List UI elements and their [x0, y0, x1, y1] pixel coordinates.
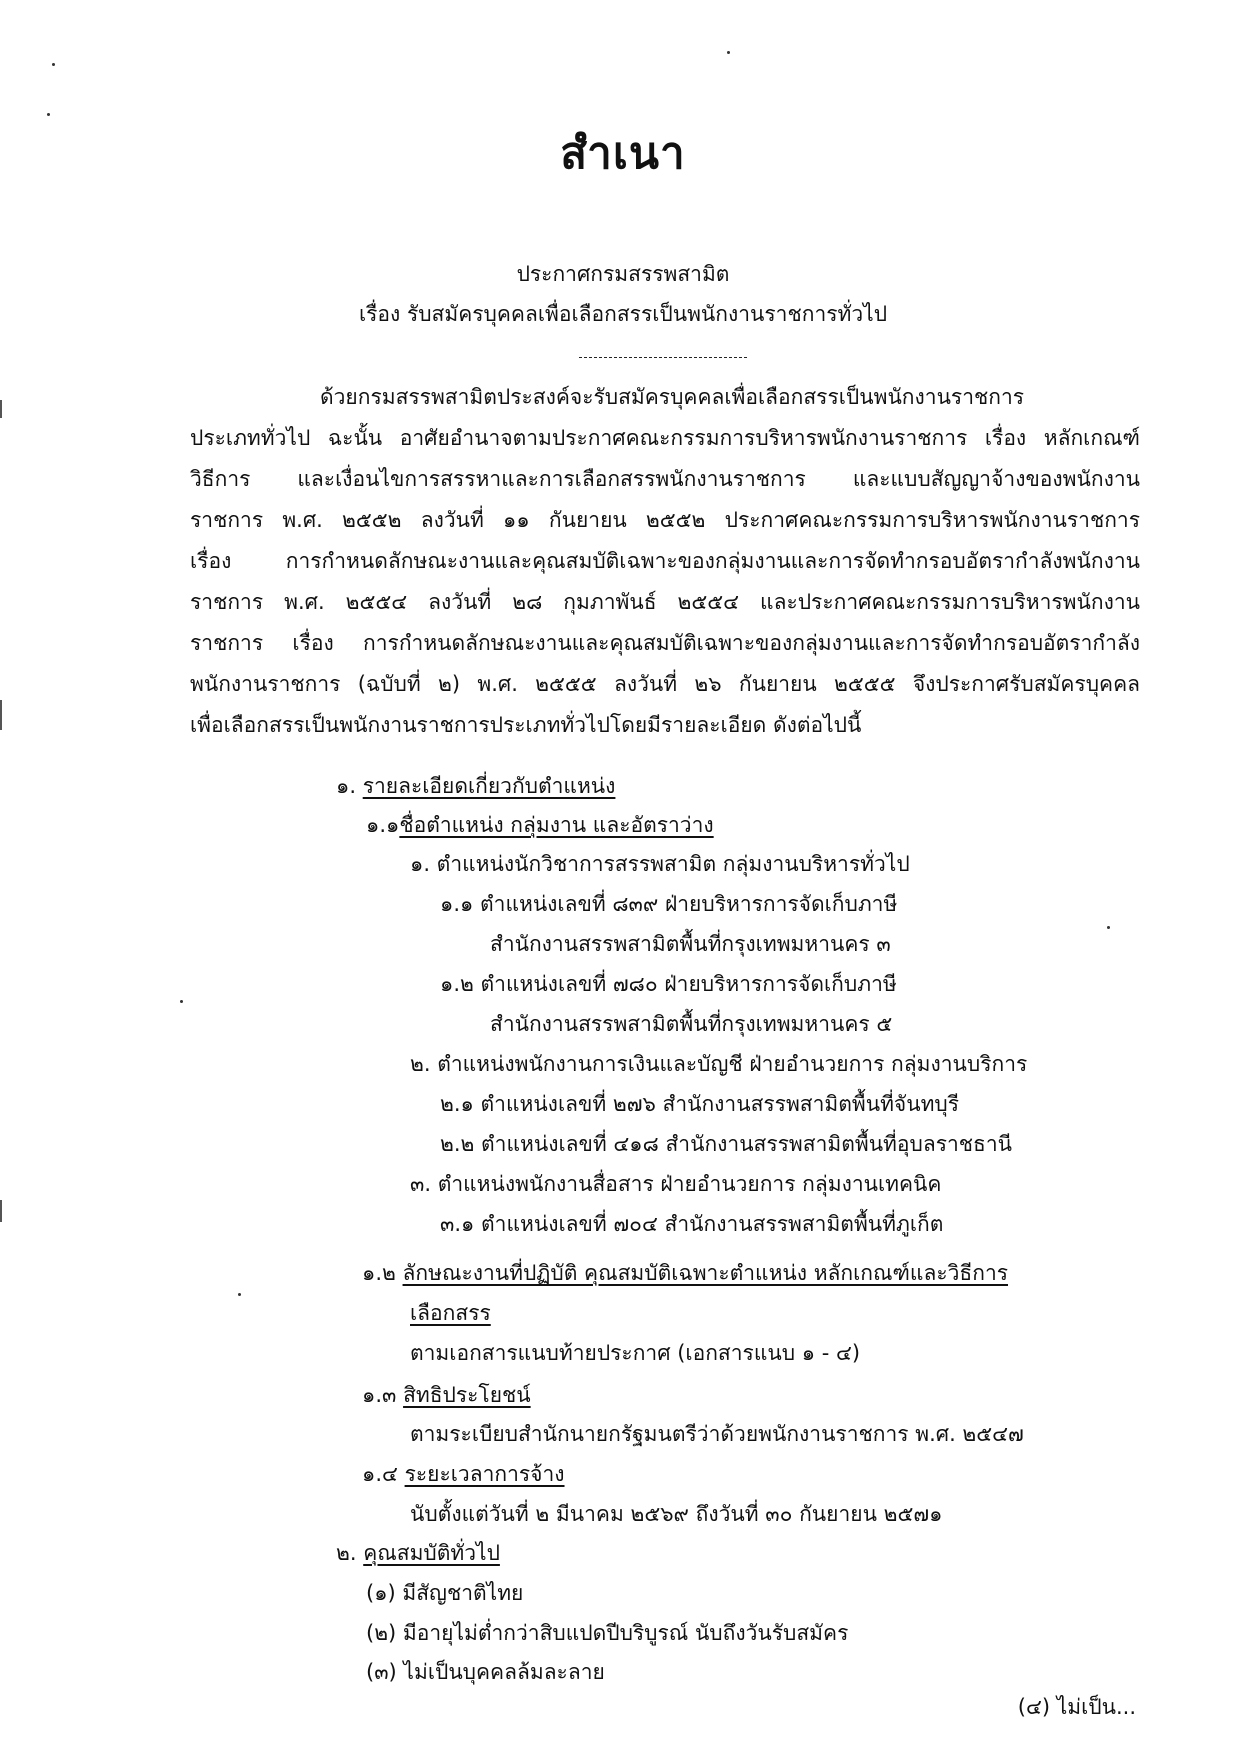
- scan-speck: [727, 51, 730, 54]
- position-3: ๓. ตำแหน่งพนักงานสื่อสาร ฝ่ายอำนวยการ กลุ่มงานเทคนิค: [410, 1172, 942, 1196]
- subsection-1-4-text: นับตั้งแต่วันที่ ๒ มีนาคม ๒๕๖๙ ถึงวันที่ ๓๐ กันยายน ๒๕๗๑: [410, 1502, 943, 1526]
- position-2: ๒. ตำแหน่งพนักงานการเงินและบัญชี ฝ่ายอำนวยการ กลุ่มงานบริการ: [410, 1052, 1028, 1076]
- position-1-1-line-1: ๑.๑ ตำแหน่งเลขที่ ๘๓๙ ฝ่ายบริหารการจัดเก็บภาษี: [440, 892, 898, 916]
- section-1-heading: [336, 774, 615, 799]
- qualification-item: (๒) มีอายุไม่ต่ำกว่าสิบแปดปีบริบูรณ์ นับถึงวันรับสมัคร: [366, 1621, 849, 1645]
- subsection-1-2-heading: [362, 1261, 1008, 1286]
- position-1-2-line-2: สำนักงานสรรพสามิตพื้นที่กรุงเทพมหานคร ๕: [490, 1012, 893, 1036]
- subsection-1-1-heading: [366, 813, 714, 838]
- intro-line: เพื่อเลือกสรรเป็นพนักงานราชการประเภททั่วไปโดยมีรายละเอียด ดังต่อไปนี้: [190, 713, 862, 737]
- copy-stamp-title: สำเนา: [560, 128, 686, 179]
- announcement-org: ประกาศกรมสรรพสามิต: [516, 262, 730, 286]
- section-2-heading: [336, 1541, 500, 1566]
- intro-line: ราชการ พ.ศ. ๒๕๕๒ ลงวันที่ ๑๑ กันยายน ๒๕๕๒ ประกาศคณะกรรมการบริหารพนักงานราชการ: [190, 508, 1140, 532]
- intro-line: พนักงานราชการ (ฉบับที่ ๒) พ.ศ. ๒๕๕๕ ลงวันที่ ๒๖ กันยายน ๒๕๕๕ จึงประกาศรับสมัครบุคคล: [190, 672, 1140, 696]
- subsection-1-4-heading: [362, 1462, 565, 1487]
- intro-line: ประเภททั่วไป ฉะนั้น อาศัยอำนาจตามประกาศคณะกรรมการบริหารพนักงานราชการ เรื่อง หลักเกณฑ์: [190, 426, 1140, 450]
- scan-speck: [180, 1000, 183, 1003]
- subsection-1-3-text: ตามระเบียบสำนักนายกรัฐมนตรีว่าด้วยพนักงานราชการ พ.ศ. ๒๕๔๗: [410, 1422, 1024, 1446]
- announcement-subject: เรื่อง รับสมัครบุคคลเพื่อเลือกสรรเป็นพนักงานราชการทั่วไป: [358, 302, 888, 326]
- position-2-2: ๒.๒ ตำแหน่งเลขที่ ๔๑๘ สำนักงานสรรพสามิตพื้นที่อุบลราชธานี: [440, 1132, 1013, 1156]
- position-1-1-line-2: สำนักงานสรรพสามิตพื้นที่กรุงเทพมหานคร ๓: [490, 932, 891, 956]
- scan-edge-mark: [0, 1200, 2, 1222]
- subsection-1-3-heading: [362, 1383, 531, 1408]
- section-1-number: ๑.: [336, 774, 357, 798]
- position-1-2-line-1: ๑.๒ ตำแหน่งเลขที่ ๗๘๐ ฝ่ายบริหารการจัดเก็บภาษี: [440, 972, 897, 996]
- section-1-title: รายละเอียดเกี่ยวกับตำแหน่ง: [362, 774, 616, 798]
- subsection-1-1-number: ๑.๑: [366, 813, 400, 837]
- position-2-1: ๒.๑ ตำแหน่งเลขที่ ๒๗๖ สำนักงานสรรพสามิตพื้นที่จันทบุรี: [440, 1092, 960, 1116]
- intro-line: ราชการ เรื่อง การกำหนดลักษณะงานและคุณสมบัติเฉพาะของกลุ่มงานและการจัดทำกรอบอัตรากำลัง: [190, 631, 1140, 655]
- title-divider: [579, 357, 747, 358]
- scan-edge-mark: [0, 700, 2, 730]
- intro-line: วิธีการ และเงื่อนไขการสรรหาและการเลือกสรรพนักงานราชการ และแบบสัญญาจ้างของพนักงาน: [190, 467, 1140, 491]
- qualification-item: (๑) มีสัญชาติไทย: [366, 1581, 524, 1605]
- intro-line: ด้วยกรมสรรพสามิตประสงค์จะรับสมัครบุคคลเพื่อเลือกสรรเป็นพนักงานราชการ: [320, 385, 1025, 409]
- continued-next-page: (๔) ไม่เป็น...: [1017, 1695, 1136, 1719]
- scan-speck: [47, 113, 50, 116]
- section-2-number: ๒.: [336, 1541, 357, 1565]
- scan-edge-mark: [0, 400, 2, 418]
- subsection-1-4-title: ระยะเวลาการจ้าง: [404, 1462, 565, 1486]
- subsection-1-4-number: ๑.๔: [362, 1462, 398, 1486]
- scan-speck: [1107, 926, 1110, 929]
- subsection-1-2-title: ลักษณะงานที่ปฏิบัติ คุณสมบัติเฉพาะตำแหน่ง หลักเกณฑ์และวิธีการ: [402, 1261, 1009, 1285]
- subsection-1-2-number: ๑.๒: [362, 1261, 396, 1285]
- subsection-1-3-title: สิทธิประโยชน์: [403, 1383, 531, 1407]
- intro-line: เรื่อง การกำหนดลักษณะงานและคุณสมบัติเฉพาะของกลุ่มงานและการจัดทำกรอบอัตรากำลังพนักงาน: [190, 549, 1140, 573]
- position-3-1: ๓.๑ ตำแหน่งเลขที่ ๗๐๔ สำนักงานสรรพสามิตพื้นที่ภูเก็ต: [440, 1212, 944, 1236]
- position-1: ๑. ตำแหน่งนักวิชาการสรรพสามิต กลุ่มงานบริหารทั่วไป: [410, 852, 910, 876]
- subsection-1-1-title: ชื่อตำแหน่ง กลุ่มงาน และอัตราว่าง: [399, 813, 714, 837]
- intro-paragraph: [190, 377, 1140, 746]
- subsection-1-2-text: ตามเอกสารแนบท้ายประกาศ (เอกสารแนบ ๑ - ๔): [410, 1341, 861, 1365]
- section-2-title: คุณสมบัติทั่วไป: [363, 1541, 500, 1565]
- scan-speck: [238, 1293, 241, 1296]
- subsection-1-3-number: ๑.๓: [362, 1383, 397, 1407]
- scan-speck: [52, 63, 55, 66]
- subsection-1-2-title-cont: เลือกสรร: [410, 1301, 491, 1325]
- intro-line: ราชการ พ.ศ. ๒๕๕๔ ลงวันที่ ๒๘ กุมภาพันธ์ ๒๕๕๔ และประกาศคณะกรรมการบริหารพนักงาน: [190, 590, 1140, 614]
- qualification-item: (๓) ไม่เป็นบุคคลล้มละลาย: [366, 1660, 605, 1684]
